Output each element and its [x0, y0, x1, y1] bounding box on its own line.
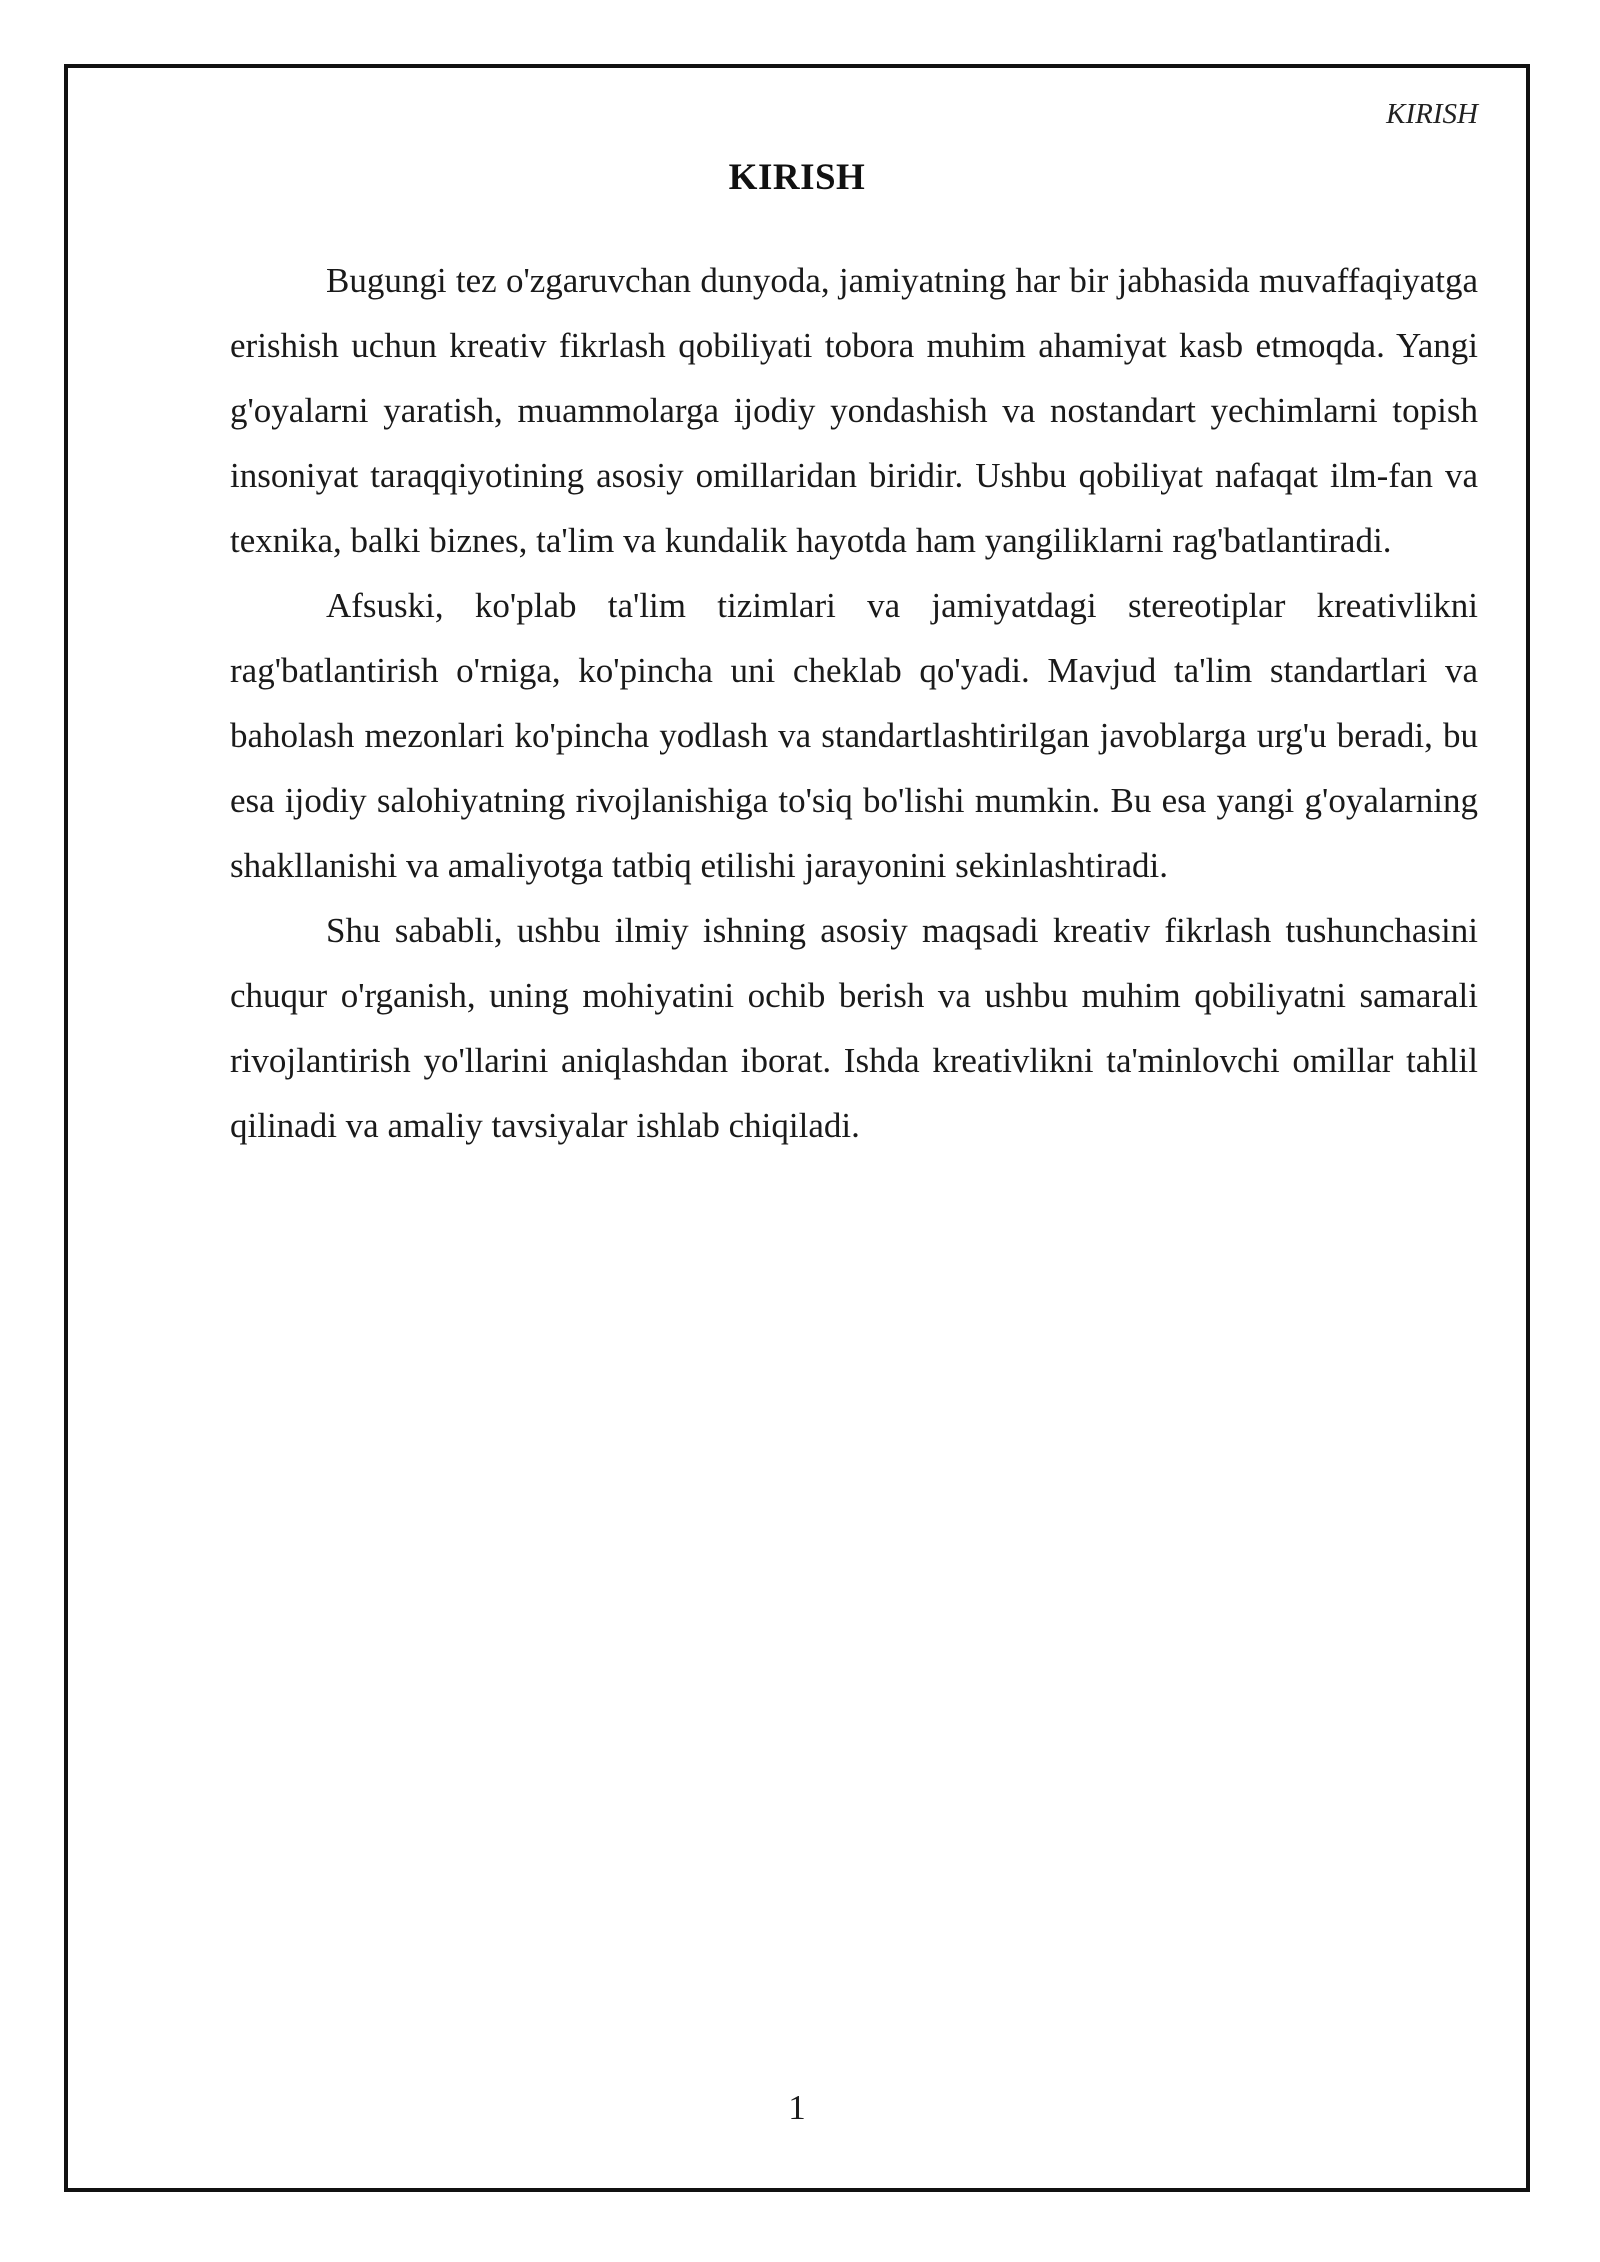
- body-text: [230, 248, 1478, 1158]
- paragraph-2: Afsuski, ko'plab ta'lim tizimlari va jamiyatdagi stereotiplar kreativlikni rag'batlantirish o'rniga, ko'pincha uni cheklab qo'yadi. Mavjud ta'lim standartlari va baholash mezonlari ko'pincha yodlash va standartlashtirilgan javoblarga urg'u beradi, bu esa ijodiy salohiyatning rivojlanishiga to'siq bo'lishi mumkin. Bu esa yangi g'oyalarning shakllanishi va amaliyotga tatbiq etilishi jarayonini sekinlashtiradi.: [230, 586, 1478, 885]
- page-number: 1: [788, 2088, 806, 2127]
- paragraph-3: Shu sababli, ushbu ilmiy ishning asosiy maqsadi kreativ fikrlash tushunchasini chuqur o'rganish, uning mohiyatini ochib berish va ushbu muhim qobiliyatni samarali rivojlantirish yo'llarini aniqlashdan iborat. Ishda kreativlikni ta'minlovchi omillar tahlil qilinadi va amaliy tavsiyalar ishlab chiqiladi.: [230, 911, 1478, 1145]
- paragraph-1: Bugungi tez o'zgaruvchan dunyoda, jamiyatning har bir jabhasida muvaffaqiyatga erishish uchun kreativ fikrlash qobiliyati tobora muhim ahamiyat kasb etmoqda. Yangi g'oyalarni yaratish, muammolarga ijodiy yondashish va nostandart yechimlarni topish insoniyat taraqqiyotining asosiy omillaridan biridir. Ushbu qobiliyat nafaqat ilm-fan va texnika, balki biznes, ta'lim va kundalik hayotda ham yangiliklarni rag'batlantiradi.: [230, 261, 1478, 560]
- page-frame: [64, 64, 1530, 2192]
- running-header: KIRISH: [1386, 98, 1478, 130]
- document-title: KIRISH: [728, 157, 866, 198]
